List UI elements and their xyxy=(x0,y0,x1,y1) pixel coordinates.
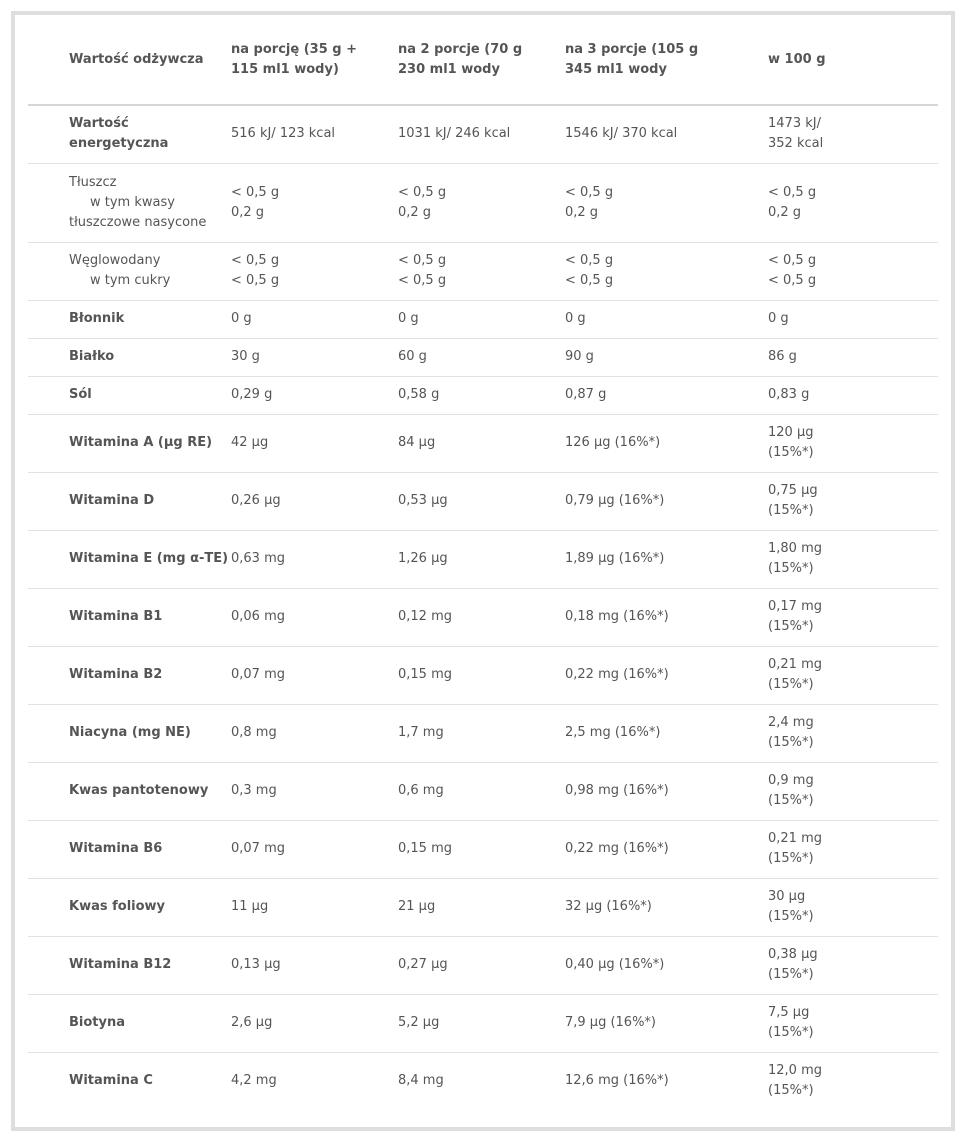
header-3-servings: na 3 porcje (105 g 345 ml1 wody xyxy=(565,16,768,105)
nutrient-label-line: Węglowodany xyxy=(69,253,161,268)
nutrient-label-line: Witamina B6 xyxy=(69,841,163,856)
value-line: 0,40 µg (16%*) xyxy=(565,957,665,972)
nutrient-label-line: Kwas foliowy xyxy=(69,899,166,914)
nutrient-label-line: Błonnik xyxy=(69,311,125,326)
value-per-serving xyxy=(231,936,398,994)
value-per-serving xyxy=(231,376,398,414)
value-2-servings xyxy=(398,1052,565,1110)
value-2-servings xyxy=(398,376,565,414)
value-2-servings xyxy=(398,242,565,300)
value-line: < 0,5 g xyxy=(398,253,447,268)
nutrient-label-line: Witamina A (µg RE) xyxy=(69,435,213,450)
table-header-row xyxy=(28,16,938,105)
value-per-serving xyxy=(231,338,398,376)
value-line: 0,53 µg xyxy=(398,493,448,508)
value-per-100g xyxy=(768,338,938,376)
value-line: 0,63 mg xyxy=(231,551,285,566)
header-per-100g: w 100 g xyxy=(768,16,938,105)
value-per-serving xyxy=(231,704,398,762)
value-line: 0,13 µg xyxy=(231,957,281,972)
nutrient-label-line: Białko xyxy=(69,349,115,364)
value-per-100g xyxy=(768,414,938,472)
value-line: (15%*) xyxy=(768,1083,814,1099)
value-line: 5,2 µg xyxy=(398,1015,440,1030)
value-per-serving xyxy=(231,820,398,878)
value-line: 0,07 mg xyxy=(231,841,285,856)
value-line: 7,9 µg (16%*) xyxy=(565,1015,656,1030)
value-line: 0,17 mg xyxy=(768,599,822,614)
value-line: 30 g xyxy=(231,349,260,364)
value-line: 7,5 µg xyxy=(768,1005,810,1020)
value-per-serving xyxy=(231,878,398,936)
value-line: < 0,5 g xyxy=(565,273,614,288)
value-line: 0 g xyxy=(768,311,789,326)
value-per-serving xyxy=(231,242,398,300)
value-2-servings xyxy=(398,300,565,338)
value-line: 0,12 mg xyxy=(398,609,452,624)
nutrient-label xyxy=(28,646,231,704)
nutrient-label-line: Kwas pantotenowy xyxy=(69,783,209,798)
value-line: 0,15 mg xyxy=(398,667,452,682)
nutrient-label xyxy=(28,105,231,163)
value-line: (15%*) xyxy=(768,561,814,576)
value-line: 12,6 mg (16%*) xyxy=(565,1073,669,1089)
nutrient-label-line: Witamina B12 xyxy=(69,957,172,972)
value-2-servings xyxy=(398,762,565,820)
value-line: 8,4 mg xyxy=(398,1073,444,1089)
table-row xyxy=(28,1052,938,1110)
value-line: 0,83 g xyxy=(768,387,810,402)
value-3-servings xyxy=(565,1052,768,1110)
value-line: 0,2 g xyxy=(565,204,599,220)
table-row xyxy=(28,530,938,588)
value-line: 1473 kJ/ xyxy=(768,116,821,132)
value-3-servings xyxy=(565,242,768,300)
value-line: 60 g xyxy=(398,349,427,364)
value-line: 0,21 mg xyxy=(768,831,822,846)
value-line: 4,2 mg xyxy=(231,1073,277,1089)
value-line: 42 µg xyxy=(231,435,269,450)
value-line: 30 µg xyxy=(768,889,806,904)
value-3-servings xyxy=(565,588,768,646)
value-line: (15%*) xyxy=(768,619,814,634)
nutrient-label xyxy=(28,163,231,242)
value-per-100g xyxy=(768,376,938,414)
value-per-100g xyxy=(768,530,938,588)
value-line: (15%*) xyxy=(768,909,814,924)
value-line: (15%*) xyxy=(768,503,814,518)
value-line: 0,27 µg xyxy=(398,957,448,972)
value-3-servings xyxy=(565,646,768,704)
value-line: 0,2 g xyxy=(768,204,802,220)
value-3-servings xyxy=(565,820,768,878)
table-row xyxy=(28,338,938,376)
value-line: 0,29 g xyxy=(231,387,273,402)
value-3-servings xyxy=(565,936,768,994)
value-2-servings xyxy=(398,530,565,588)
value-line: 352 kcal xyxy=(768,136,824,152)
value-line: < 0,5 g xyxy=(565,253,614,268)
nutrient-label-line: Niacyna (mg NE) xyxy=(69,725,191,740)
value-per-100g xyxy=(768,105,938,163)
value-line: 11 µg xyxy=(231,899,269,914)
value-line: < 0,5 g xyxy=(565,184,614,200)
nutrient-label-line: Wartość energetyczna xyxy=(69,116,169,152)
nutrient-label-line: tłuszczowe nasycone xyxy=(69,214,207,230)
value-line: 0,98 mg (16%*) xyxy=(565,783,669,798)
value-3-servings xyxy=(565,704,768,762)
value-per-100g xyxy=(768,936,938,994)
table-row xyxy=(28,646,938,704)
value-line: 2,6 µg xyxy=(231,1015,273,1030)
value-line: 0,3 mg xyxy=(231,783,277,798)
value-line: 0,21 mg xyxy=(768,657,822,672)
table-row xyxy=(28,163,938,242)
value-line: 0,22 mg (16%*) xyxy=(565,667,669,682)
value-line: (15%*) xyxy=(768,793,814,808)
value-line: 0,2 g xyxy=(398,204,432,220)
value-3-servings xyxy=(565,878,768,936)
table-row xyxy=(28,994,938,1052)
value-per-100g xyxy=(768,762,938,820)
value-3-servings xyxy=(565,163,768,242)
value-per-100g xyxy=(768,472,938,530)
value-line: 1,7 mg xyxy=(398,725,444,740)
value-line: < 0,5 g xyxy=(398,184,447,200)
nutrient-label xyxy=(28,338,231,376)
value-line: 0,79 µg (16%*) xyxy=(565,493,665,508)
nutrient-label xyxy=(28,376,231,414)
value-line: 0,18 mg (16%*) xyxy=(565,609,669,624)
table-row xyxy=(28,105,938,163)
value-line: 0,2 g xyxy=(231,204,265,220)
value-line: (15%*) xyxy=(768,735,814,750)
value-line: 120 µg xyxy=(768,425,814,440)
value-line: 0,75 µg xyxy=(768,483,818,498)
value-line: 516 kJ/ 123 kcal xyxy=(231,126,336,142)
table-row xyxy=(28,376,938,414)
nutrient-label xyxy=(28,530,231,588)
value-line: 0,07 mg xyxy=(231,667,285,682)
value-per-serving xyxy=(231,588,398,646)
value-per-100g xyxy=(768,300,938,338)
nutrient-label-line: Witamina D xyxy=(69,493,155,508)
value-per-serving xyxy=(231,530,398,588)
value-2-servings xyxy=(398,472,565,530)
table-row xyxy=(28,820,938,878)
nutrient-label xyxy=(28,472,231,530)
value-2-servings xyxy=(398,163,565,242)
value-line: 2,4 mg xyxy=(768,715,814,730)
value-2-servings xyxy=(398,704,565,762)
nutrition-table xyxy=(28,16,938,1110)
value-3-servings xyxy=(565,762,768,820)
value-per-100g xyxy=(768,242,938,300)
value-per-serving xyxy=(231,646,398,704)
value-line: 84 µg xyxy=(398,435,436,450)
nutrient-label-line: Witamina B2 xyxy=(69,667,163,682)
value-line: 1546 kJ/ 370 kcal xyxy=(565,126,678,142)
nutrient-label-line: Witamina C xyxy=(69,1073,153,1089)
value-3-servings xyxy=(565,472,768,530)
value-line: 32 µg (16%*) xyxy=(565,899,652,914)
value-2-servings xyxy=(398,338,565,376)
nutrient-label xyxy=(28,1052,231,1110)
value-3-servings xyxy=(565,530,768,588)
value-2-servings xyxy=(398,646,565,704)
value-per-serving xyxy=(231,994,398,1052)
value-line: 0,6 mg xyxy=(398,783,444,798)
value-per-100g xyxy=(768,878,938,936)
value-per-100g xyxy=(768,588,938,646)
value-line: 1,80 mg xyxy=(768,541,822,556)
value-line: 0 g xyxy=(565,311,586,326)
value-line: 0,22 mg (16%*) xyxy=(565,841,669,856)
table-row xyxy=(28,472,938,530)
value-per-serving xyxy=(231,414,398,472)
value-per-100g xyxy=(768,820,938,878)
value-2-servings xyxy=(398,994,565,1052)
value-line: 86 g xyxy=(768,349,797,364)
value-3-servings xyxy=(565,105,768,163)
value-per-serving xyxy=(231,105,398,163)
value-per-serving xyxy=(231,1052,398,1110)
value-line: (15%*) xyxy=(768,1025,814,1040)
value-line: 0,15 mg xyxy=(398,841,452,856)
nutrient-label xyxy=(28,820,231,878)
value-2-servings xyxy=(398,878,565,936)
nutrient-label-line: Sól xyxy=(69,387,92,402)
nutrient-label-line: w tym kwasy xyxy=(90,194,175,210)
table-row xyxy=(28,762,938,820)
value-3-servings xyxy=(565,994,768,1052)
nutrient-label xyxy=(28,300,231,338)
header-nutrient: Wartość odżywcza xyxy=(28,16,231,105)
table-row xyxy=(28,878,938,936)
table-row xyxy=(28,588,938,646)
table-body xyxy=(28,105,938,1110)
table-row xyxy=(28,936,938,994)
nutrient-label-line: w tym cukry xyxy=(90,273,171,288)
value-line: 21 µg xyxy=(398,899,436,914)
nutrient-label-line: Biotyna xyxy=(69,1015,126,1030)
value-line: 0,9 mg xyxy=(768,773,814,788)
header-2-servings: na 2 porcje (70 g 230 ml1 wody xyxy=(398,16,565,105)
value-2-servings xyxy=(398,936,565,994)
value-line: 0,26 µg xyxy=(231,493,281,508)
value-3-servings xyxy=(565,414,768,472)
value-line: 0 g xyxy=(398,311,419,326)
value-line: < 0,5 g xyxy=(768,253,817,268)
value-line: 1,26 µg xyxy=(398,551,448,566)
nutrient-label-line: Witamina B1 xyxy=(69,609,163,624)
value-line: < 0,5 g xyxy=(231,253,280,268)
value-2-servings xyxy=(398,105,565,163)
value-line: 0,8 mg xyxy=(231,725,277,740)
value-2-servings xyxy=(398,820,565,878)
value-2-servings xyxy=(398,414,565,472)
value-per-100g xyxy=(768,163,938,242)
nutrient-label xyxy=(28,242,231,300)
nutrient-label xyxy=(28,704,231,762)
value-line: < 0,5 g xyxy=(398,273,447,288)
table-row xyxy=(28,242,938,300)
value-line: (15%*) xyxy=(768,445,814,460)
table-row xyxy=(28,300,938,338)
value-line: 90 g xyxy=(565,349,594,364)
table-row xyxy=(28,704,938,762)
value-line: < 0,5 g xyxy=(768,184,817,200)
value-line: 0,87 g xyxy=(565,387,607,402)
value-line: 2,5 mg (16%*) xyxy=(565,725,661,740)
value-line: 0,38 µg xyxy=(768,947,818,962)
value-line: 1031 kJ/ 246 kcal xyxy=(398,126,511,142)
nutrient-label xyxy=(28,878,231,936)
value-per-serving xyxy=(231,762,398,820)
value-line: (15%*) xyxy=(768,967,814,982)
value-line: 12,0 mg xyxy=(768,1063,822,1079)
nutrient-label xyxy=(28,994,231,1052)
value-per-100g xyxy=(768,994,938,1052)
value-line: 1,89 µg (16%*) xyxy=(565,551,665,566)
value-line: 0,06 mg xyxy=(231,609,285,624)
nutrient-label xyxy=(28,414,231,472)
nutrient-label xyxy=(28,588,231,646)
value-per-serving xyxy=(231,472,398,530)
value-3-servings xyxy=(565,300,768,338)
value-per-serving xyxy=(231,300,398,338)
value-3-servings xyxy=(565,338,768,376)
value-line: 0,58 g xyxy=(398,387,440,402)
header-per-serving: na porcję (35 g + 115 ml1 wody) xyxy=(231,16,398,105)
value-line: 126 µg (16%*) xyxy=(565,435,661,450)
value-per-100g xyxy=(768,646,938,704)
nutrient-label-line: Witamina E (mg α-TE) xyxy=(69,551,229,566)
value-2-servings xyxy=(398,588,565,646)
nutrient-label xyxy=(28,762,231,820)
value-per-serving xyxy=(231,163,398,242)
value-3-servings xyxy=(565,376,768,414)
nutrient-label xyxy=(28,936,231,994)
nutrient-label-line: Tłuszcz xyxy=(69,174,117,190)
value-line: 0 g xyxy=(231,311,252,326)
value-per-100g xyxy=(768,704,938,762)
value-per-100g xyxy=(768,1052,938,1110)
value-line: (15%*) xyxy=(768,677,814,692)
value-line: < 0,5 g xyxy=(231,273,280,288)
table-row xyxy=(28,414,938,472)
value-line: (15%*) xyxy=(768,851,814,866)
value-line: < 0,5 g xyxy=(231,184,280,200)
value-line: < 0,5 g xyxy=(768,273,817,288)
